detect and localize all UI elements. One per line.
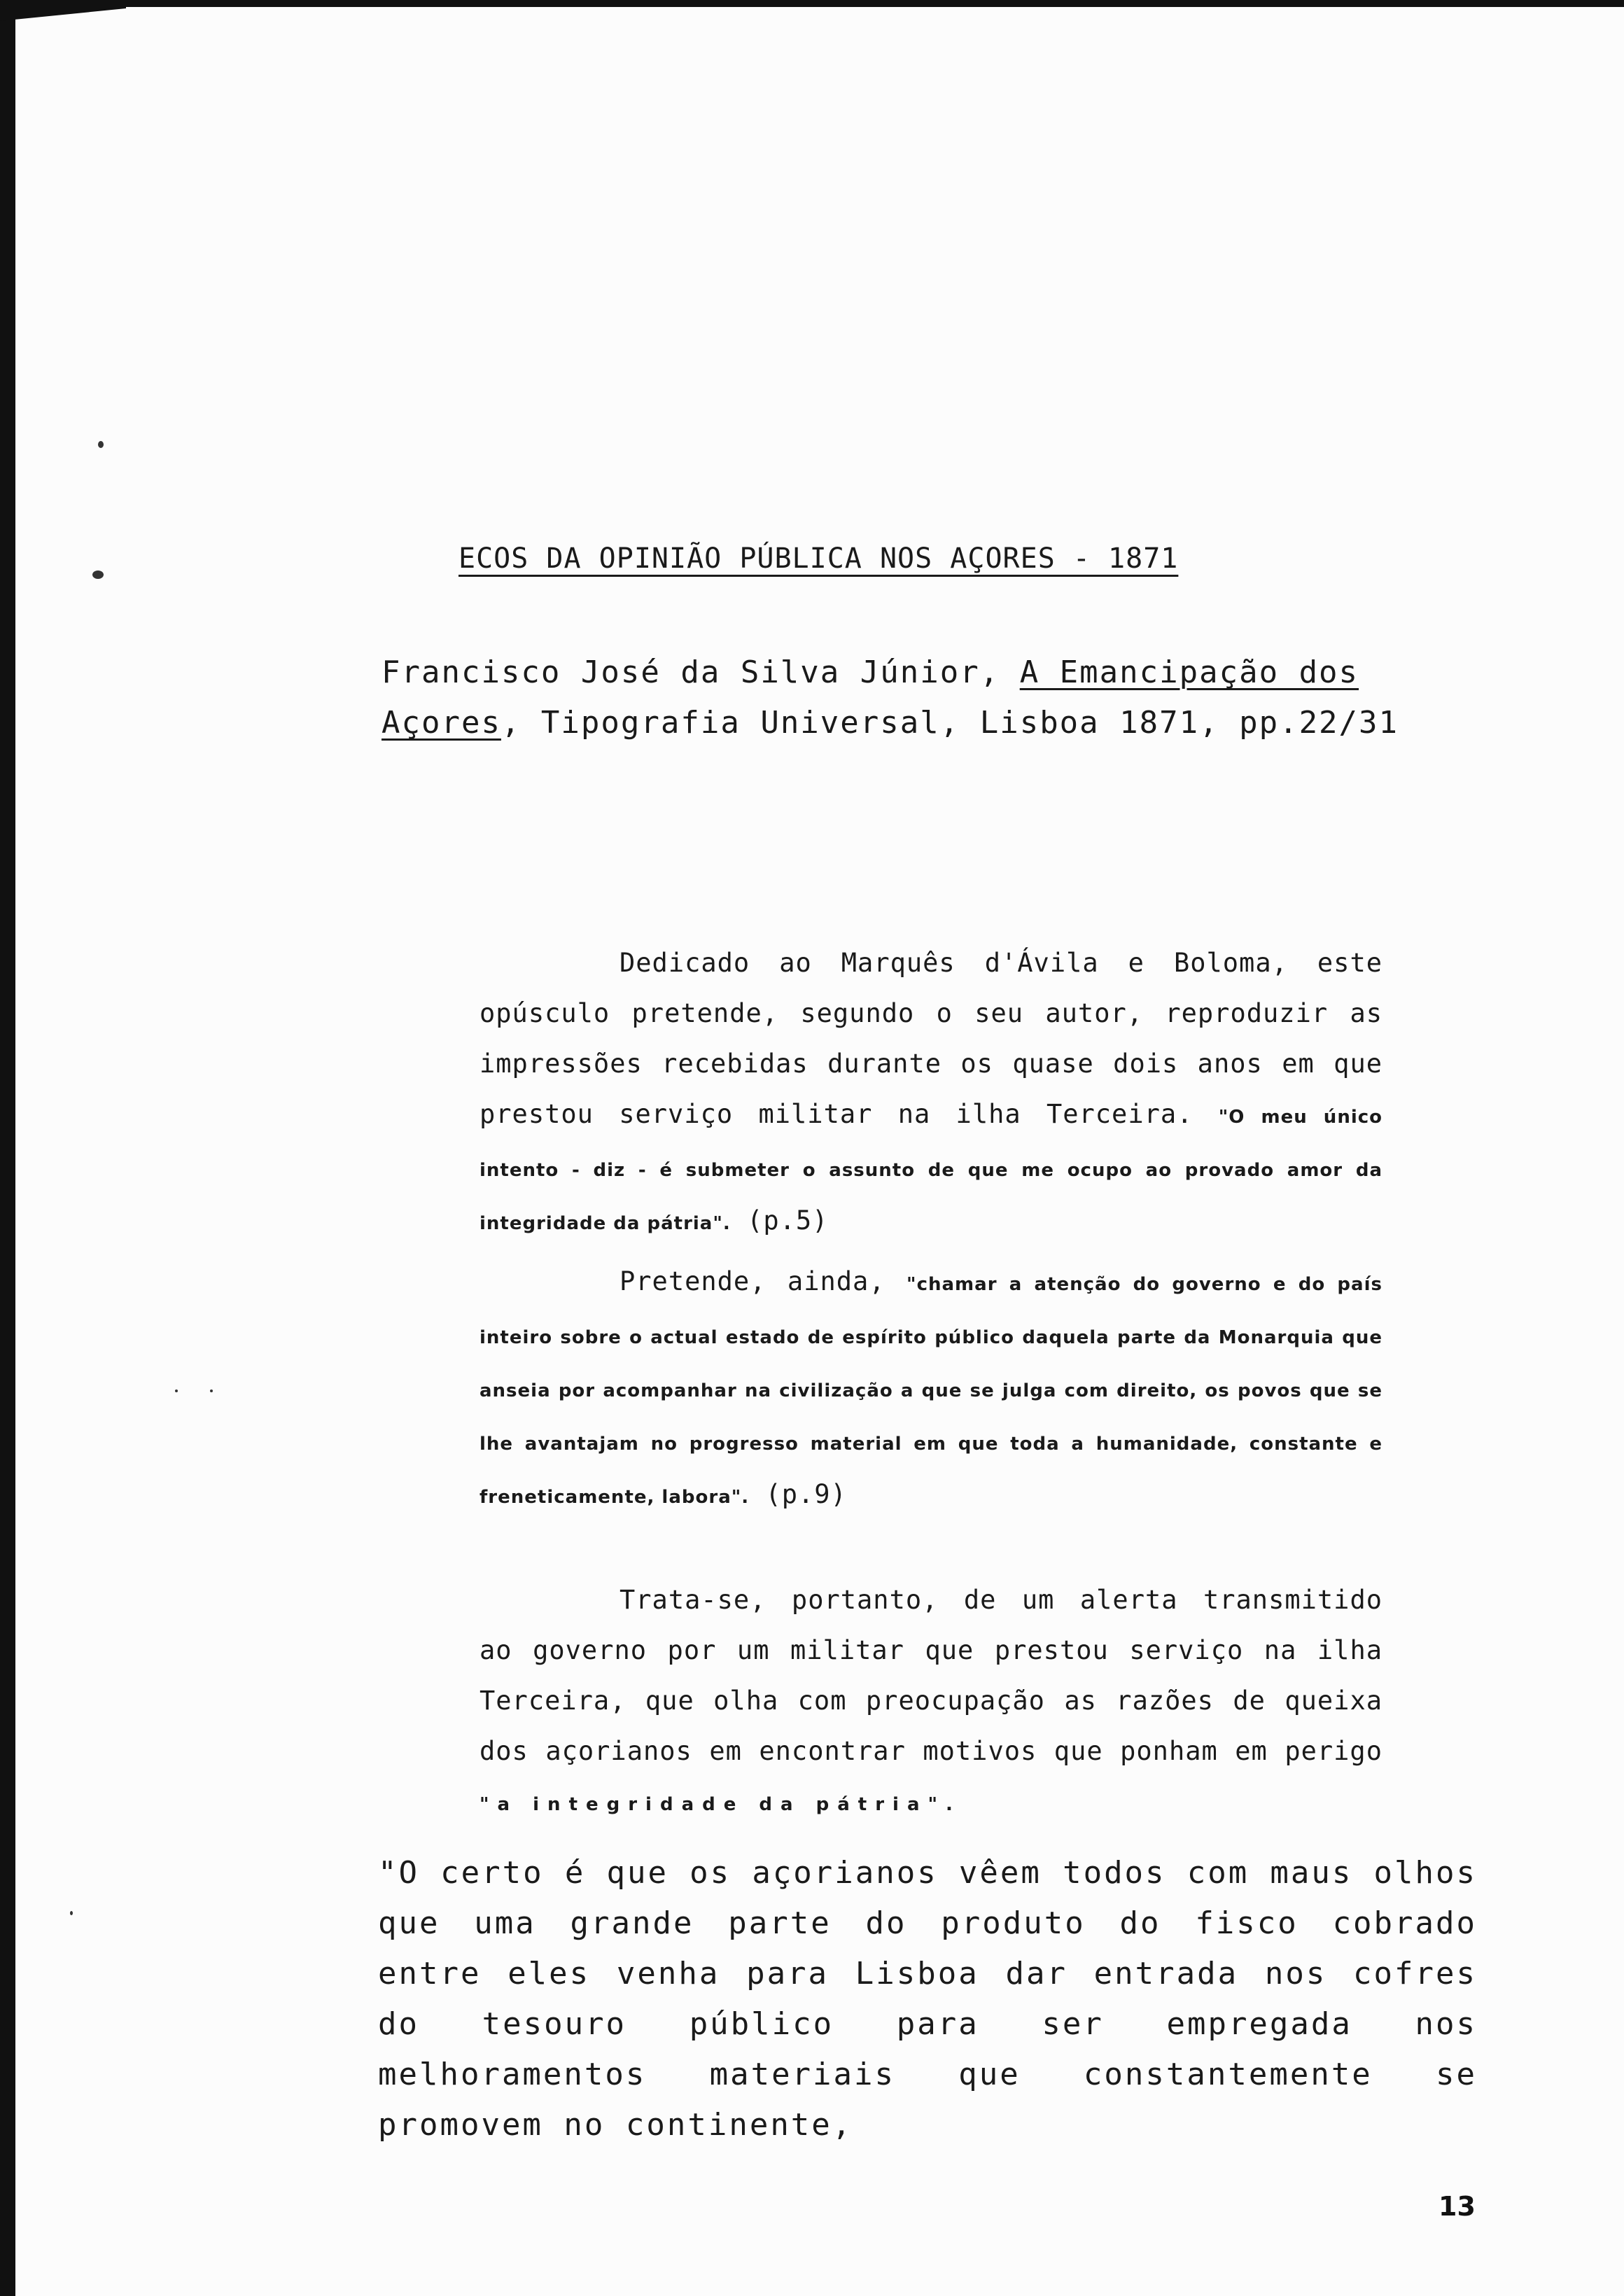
reference-publisher: , Tipografia Universal, Lisboa 1871, pp.22/31 [500,705,1399,741]
body-quotation: "O certo é que os açorianos vêem todos com maus olhos que uma grande parte do produto do fisco cobrado entre eles venha para Lisboa dar entrada nos cofres do tesouro público para ser empregada nos melhoramentos materiais que constantemente se promovem no continente, [378,1855,1477,2143]
summary-paragraph-3 [479,1575,1382,1830]
scan-speck [175,1390,178,1392]
reference-work-title: A Emancipação dos Açores [382,654,1359,741]
paragraph-2-text: Pretende, ainda, [620,1266,886,1296]
paragraph-2-quote: "chamar a atenção do governo e do país inteiro sobre o actual estado de espírito público daquela parte da Monarquia que anseia por acompanhar na civilização a que se julga com direito, os povos que se lhe avantajam no progresso material em que toda a humanidade, constante e freneticamente, labora". [479,1274,1382,1508]
scan-speck [92,570,104,579]
paragraph-3-text: Trata-se, portanto, de um alerta transmitido ao governo por um militar que prestou serviço na ilha Terceira, que olha com preocupação as razões de queixa dos açorianos em encontrar motivos que ponham em perigo [479,1585,1382,1766]
paragraph-1-text: Dedicado ao Marquês d'Ávila e Boloma, este opúsculo pretende, segundo o seu autor, reproduzir as impressões recebidas durante os quase dois anos em que prestou serviço militar na ilha Terceira. [479,948,1382,1129]
scan-speck [210,1390,213,1392]
paragraph-3-quote: "a integridade da pátria". [479,1794,961,1815]
page-title: ECOS DA OPINIÃO PÚBLICA NOS AÇORES - 1871 [458,542,1179,575]
scan-border-top [0,0,1624,7]
scan-corner-mark [0,0,126,21]
paragraph-1-page-ref: (p.5) [747,1205,829,1236]
page-number: 13 [1438,2191,1476,2222]
paragraph-1-quote: "O meu único intento - diz - é submeter o assunto de que me ocupo ao provado amor da integridade da pátria". [479,1107,1383,1234]
scan-border-left [0,0,15,2296]
paragraph-2-page-ref: (p.9) [765,1479,847,1509]
bibliographic-reference [382,648,1480,748]
reference-author: Francisco José da Silva Júnior, [382,654,1000,690]
summary-paragraph-2 [479,1256,1382,1522]
summary-paragraph-1 [479,938,1382,1249]
scan-speck [98,441,104,448]
scan-speck [70,1911,73,1915]
